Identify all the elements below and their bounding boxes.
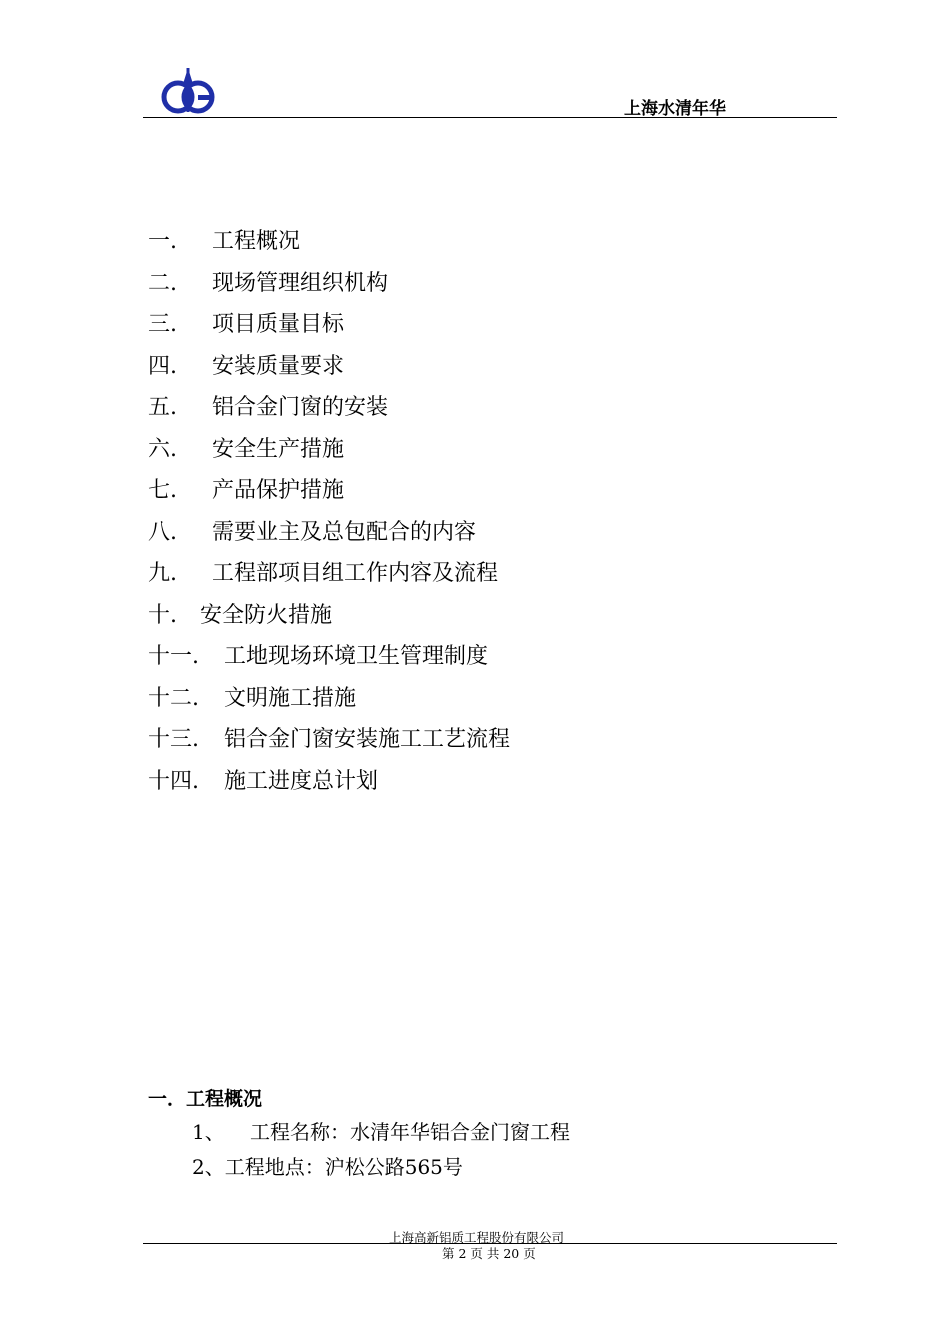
- item-text: 工程地点：沪松公路565号: [224, 1155, 463, 1179]
- item-number: 2、: [192, 1155, 225, 1179]
- toc-item: [148, 226, 510, 268]
- toc-item: [148, 683, 510, 725]
- toc-item: [148, 558, 510, 600]
- toc-item: [148, 309, 510, 351]
- item-number: 1、: [192, 1120, 225, 1144]
- toc-item-number: 六.: [148, 436, 177, 462]
- toc-item: [148, 351, 510, 393]
- toc-item: [148, 434, 510, 476]
- section-heading: 一．工程概况: [148, 1088, 263, 1110]
- table-of-contents: [148, 226, 510, 807]
- company-logo-icon: [160, 66, 216, 116]
- footer-page-number: 第 2 页 共 20 页: [442, 1246, 536, 1261]
- toc-item-number: 十三.: [148, 727, 199, 752]
- toc-item-number: 十四.: [148, 768, 199, 794]
- item-text: 工程名称：水清年华铝合金门窗工程: [250, 1120, 570, 1144]
- toc-item-number: 一.: [148, 229, 177, 254]
- toc-item-label: 产品保护措施: [212, 478, 345, 503]
- toc-item-label: 项目质量目标: [212, 312, 345, 337]
- toc-item-number: 九.: [148, 561, 177, 586]
- toc-item-number: 五.: [148, 395, 177, 420]
- toc-item-label: 工程概况: [212, 229, 301, 254]
- project-name-line: [192, 1116, 570, 1145]
- toc-item: [148, 268, 510, 310]
- toc-item-label: 安全生产措施: [212, 436, 345, 462]
- toc-item-label: 现场管理组织机构: [212, 270, 389, 296]
- toc-item-number: 十二.: [148, 685, 199, 711]
- toc-item-label: 安装质量要求: [212, 353, 345, 379]
- header-divider: [143, 117, 837, 118]
- toc-item: [148, 766, 510, 808]
- toc-item: [148, 517, 510, 559]
- toc-item-number: 十.: [148, 602, 177, 628]
- toc-item-number: 二.: [148, 270, 177, 296]
- toc-item-number: 十一.: [148, 644, 199, 669]
- toc-item: [148, 724, 510, 766]
- toc-item: [148, 392, 510, 434]
- toc-item-number: 三.: [148, 312, 177, 337]
- toc-item: [148, 600, 510, 642]
- header-title: 上海水清年华: [624, 99, 726, 119]
- toc-item-label: 铝合金门窗安装施工工艺流程: [224, 727, 511, 752]
- toc-item: [148, 641, 510, 683]
- toc-item-label: 工程部项目组工作内容及流程: [212, 561, 499, 586]
- toc-item-number: 八.: [148, 519, 177, 545]
- toc-item-label: 安全防火措施: [200, 602, 333, 628]
- toc-item-number: 四.: [148, 353, 177, 379]
- project-location-line: [192, 1151, 463, 1180]
- toc-item-label: 施工进度总计划: [224, 768, 379, 794]
- toc-item-number: 七.: [148, 478, 177, 503]
- toc-item: [148, 475, 510, 517]
- toc-item-label: 需要业主及总包配合的内容: [212, 519, 477, 545]
- footer-company: 上海高新铝质工程股份有限公司: [389, 1230, 565, 1245]
- toc-item-label: 文明施工措施: [224, 685, 357, 711]
- toc-item-label: 工地现场环境卫生管理制度: [224, 644, 489, 669]
- toc-item-label: 铝合金门窗的安装: [212, 395, 389, 420]
